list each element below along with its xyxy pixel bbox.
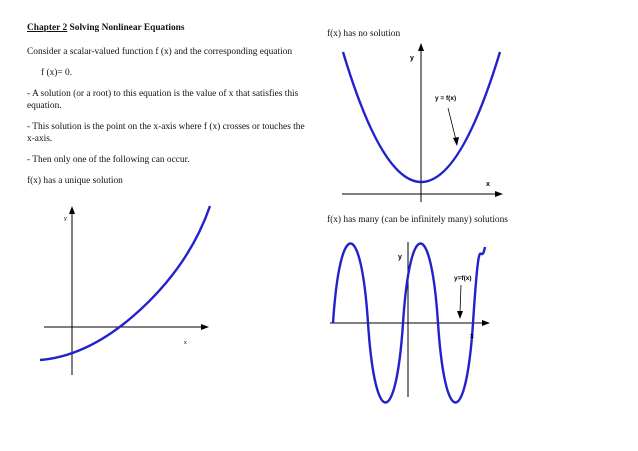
curve-label: y=f(x): [454, 275, 472, 282]
chapter-title: Solving Nonlinear Equations: [69, 23, 185, 33]
x-axis-arrow: [482, 320, 490, 326]
unique-solution-caption: f(x) has a unique solution: [27, 176, 123, 186]
x-axis-arrow: [495, 191, 503, 197]
chapter-number: Chapter 2: [27, 23, 68, 33]
y-axis-arrow: [69, 206, 75, 214]
no-solution-graph: [338, 42, 508, 207]
y-axis-label: y: [398, 254, 402, 261]
unique-solution-graph: [30, 200, 220, 380]
cases-paragraph: - Then only one of the following can occur.: [27, 155, 190, 165]
equation-line: f (x)= 0.: [41, 68, 73, 78]
x-axis-label: x: [470, 333, 474, 340]
many-solutions-caption: f(x) has many (can be infinitely many) solutions: [327, 215, 508, 225]
intro-paragraph: Consider a scalar-valued function f (x) and the corresponding equation: [27, 47, 293, 57]
y-axis-arrow: [418, 43, 424, 51]
label-pointer-arrowhead: [457, 311, 463, 319]
many-solutions-graph: [328, 237, 493, 407]
no-solution-caption: f(x) has no solution: [327, 29, 401, 39]
x-axis-label: x: [184, 340, 187, 346]
x-axis-arrow: [201, 324, 209, 330]
curve-label: y = f(x): [435, 95, 457, 102]
x-axis-label: x: [486, 181, 490, 188]
left-column: [27, 22, 312, 196]
y-axis-label: y: [64, 216, 67, 222]
y-axis-label: y: [410, 55, 414, 62]
label-pointer-arrowhead: [453, 137, 459, 146]
crossing-paragraph: - This solution is the point on the x-axis where f (x) crosses or touches the x-axis.: [27, 122, 305, 144]
function-curve: [40, 206, 210, 360]
label-pointer: [448, 108, 456, 140]
chapter-heading: [27, 22, 312, 34]
label-pointer: [460, 285, 461, 313]
solution-definition: - A solution (or a root) to this equation is the value of x that satisfies this equation.: [27, 89, 299, 111]
